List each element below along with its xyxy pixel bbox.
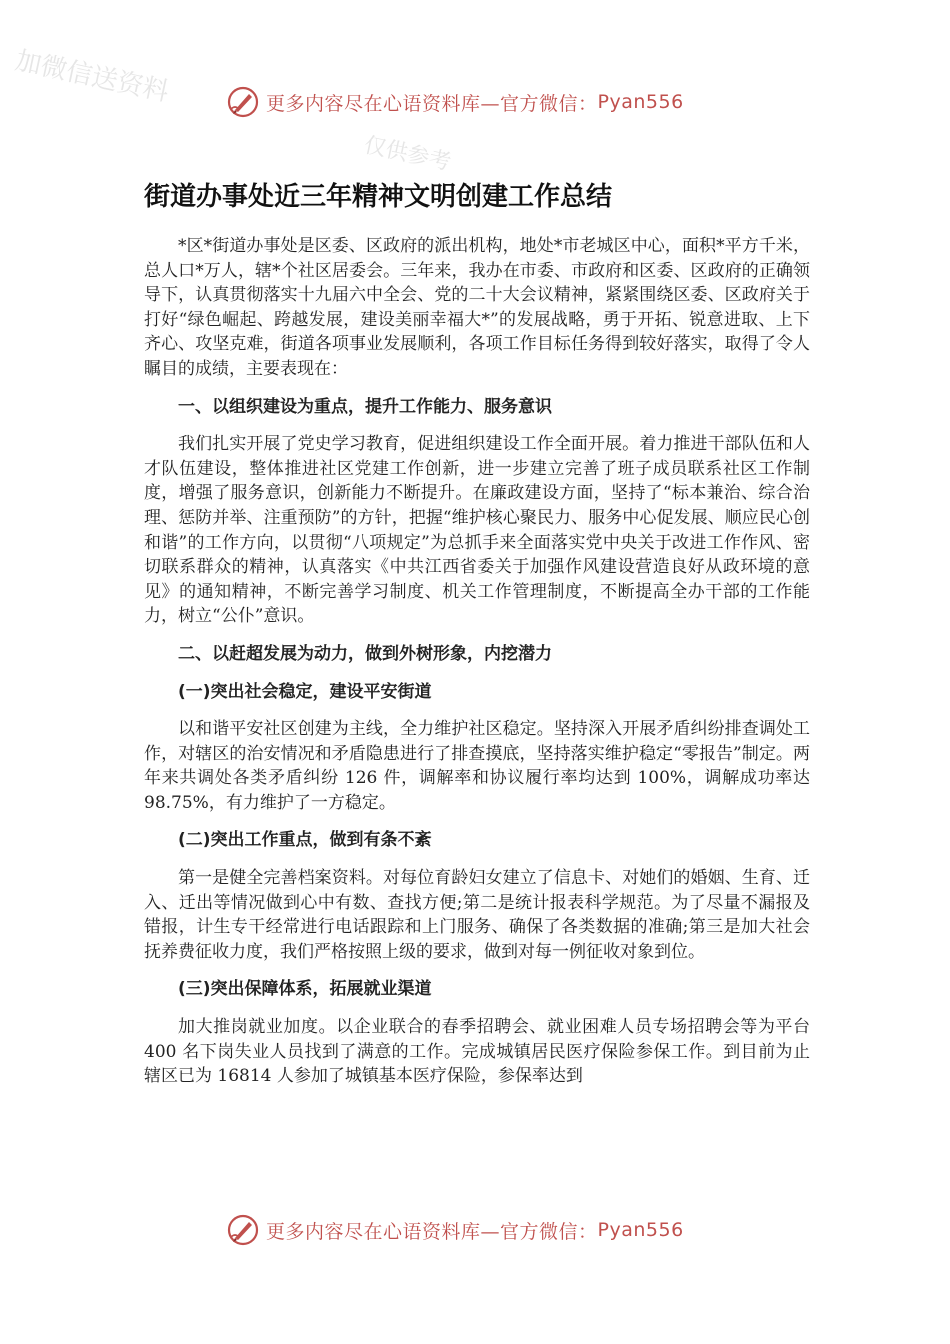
- subsection-2-body: 第一是健全完善档案资料。对每位育龄妇女建立了信息卡、对她们的婚姻、生育、迁入、迁出等情况做到心中有数、查找方便;第二是统计报表科学规范。为了尽量不漏报及错报，计生专干经常进行电话跟踪和上门服务、确保了各类数据的准确;第三是加大社会抚养费征收力度，我们严格按照上级的要求，做到对每一例征收对象到位。: [144, 868, 810, 962]
- subsection-2-heading: (二)突出工作重点，做到有条不紊: [178, 830, 432, 851]
- section-2-heading: 二、以赶超发展为动力，做到外树形象，内挖潜力: [178, 643, 552, 664]
- section-1-heading: 一、以组织建设为重点，提升工作能力、服务意识: [178, 396, 552, 417]
- document-body: [144, 234, 810, 1089]
- watermark-secondary-text: 仅供参考: [361, 132, 454, 176]
- subsection-1-body: 以和谐平安社区创建为主线，全力维护社区稳定。坚持深入开展矛盾纠纷排查调处工作，对辖区的治安情况和矛盾隐患进行了排查摸底，坚持落实维护稳定“零报告”制定。两年来共调处各类矛盾纠纷 126 件，调解率和协议履行率均达到 100%，调解成功率达 98.75%，有力维护了一方稳定。: [144, 719, 810, 813]
- watermark-text: 加微信送资料: [12, 45, 172, 108]
- pen-logo-icon: [226, 85, 260, 119]
- subsection-3-body: 加大推岗就业加度。以企业联合的春季招聘会、就业困难人员专场招聘会等为平台 400 名下岗失业人员找到了满意的工作。完成城镇居民医疗保险参保工作。到目前为止辖区已为 16814 人参加了城镇基本医疗保险，参保率达到: [144, 1017, 810, 1087]
- footer-banner: [226, 1210, 746, 1250]
- section-1-body: 我们扎实开展了党史学习教育，促进组织建设工作全面开展。着力推进干部队伍和人才队伍建设，整体推进社区党建工作创新，进一步建立完善了班子成员联系社区工作制度，增强了服务意识，创新能力不断提升。在廉政建设方面，坚持了“标本兼治、综合治理、惩防并举、注重预防”的方针，把握“维护核心聚民力、服务中心促发展、顺应民心创和谐”的工作方向，以贯彻“八项规定”为总抓手来全面落实党中央关于改进工作作风、密切联系群众的精神，认真落实《中共江西省委关于加强作风建设营造良好从政环境的意见》的通知精神，不断完善学习制度、机关工作管理制度，不断提高全办干部的工作能力，树立“公仆”意识。: [144, 434, 810, 627]
- intro-paragraph: *区*街道办事处是区委、区政府的派出机构，地处*市老城区中心，面积*平方千米，总人口*万人，辖*个社区居委会。三年来，我办在市委、市政府和区委、区政府的正确领导下，认真贯彻落实十九届六中全会、党的二十大会议精神，紧紧围绕区委、区政府关于打好“绿色崛起、跨越发展，建设美丽幸福大*”的发展战略，勇于开拓、锐意进取、上下齐心、攻坚克难，街道各项事业发展顺利，各项工作目标任务得到较好落实，取得了令人瞩目的成绩，主要表现在：: [144, 236, 810, 379]
- banner-wechat-id: Pyan556: [597, 1219, 684, 1241]
- banner-wechat-id: Pyan556: [597, 91, 684, 113]
- banner-text: 更多内容尽在心语资料库—官方微信：: [266, 92, 598, 115]
- pen-logo-icon: [226, 1213, 260, 1247]
- subsection-3-heading: (三)突出保障体系，拓展就业渠道: [178, 979, 432, 1000]
- page-title: 街道办事处近三年精神文明创建工作总结: [144, 182, 613, 212]
- subsection-1-heading: (一)突出社会稳定，建设平安街道: [178, 681, 432, 702]
- banner-text: 更多内容尽在心语资料库—官方微信：: [266, 1220, 598, 1243]
- header-banner: [226, 82, 746, 122]
